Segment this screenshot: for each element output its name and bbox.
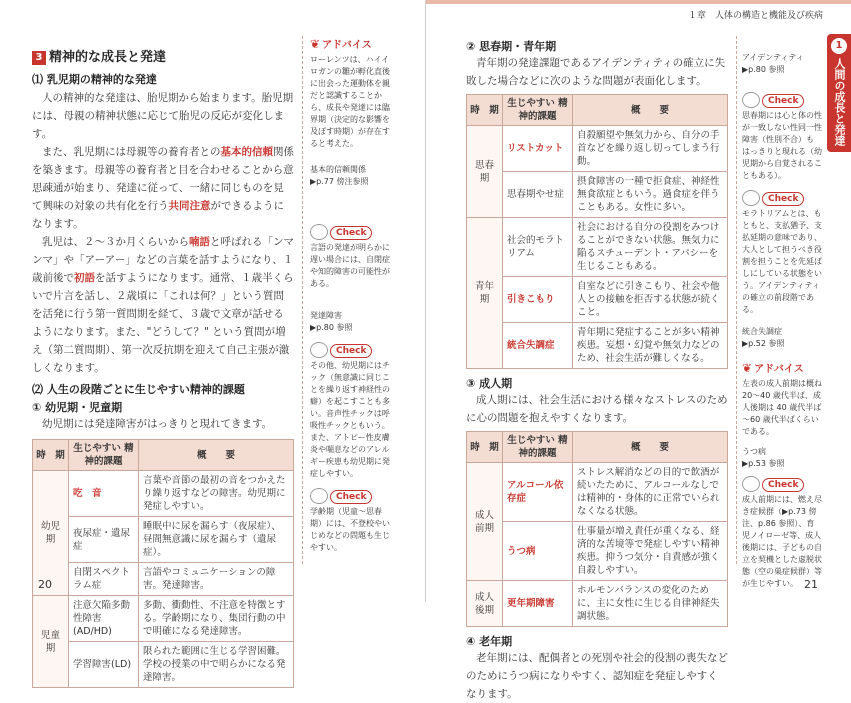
table-header: 時 期 bbox=[33, 440, 69, 471]
face-icon bbox=[310, 488, 328, 504]
check-box: Check bbox=[310, 224, 390, 240]
face-icon bbox=[742, 190, 760, 206]
data-table bbox=[32, 439, 294, 688]
table-header: 生じやすい 精神的課題 bbox=[503, 432, 573, 463]
paragraph: 成人期には、社会生活における様々なストレスのために心の問題を抱えやすくなります。 bbox=[466, 394, 728, 424]
side-note: 学齢期（児童～思春期）には、不登校やいじめなどの問題も生じやすい。 bbox=[310, 507, 390, 552]
face-icon bbox=[310, 342, 328, 358]
check-box: Check bbox=[742, 190, 822, 206]
table-row bbox=[467, 323, 728, 369]
right-side-column bbox=[742, 52, 822, 590]
side-note: 左表の成人前期は概ね 20～40 歳代半ば、成人後期は 40 歳代半ば～60 歳代半ばくらいである。 bbox=[742, 379, 822, 436]
left-page bbox=[0, 0, 425, 683]
table-row bbox=[467, 581, 728, 627]
chapter-tab bbox=[827, 34, 851, 152]
task-cell: 統合失調症 bbox=[503, 323, 573, 369]
table-row bbox=[467, 463, 728, 522]
subsection-title: ④ 老年期 bbox=[466, 635, 513, 648]
subsection-title: ③ 成人期 bbox=[466, 377, 513, 390]
check-box: Check bbox=[310, 488, 390, 504]
side-ref-page: ▶p.52 参照 bbox=[742, 339, 785, 348]
table-row bbox=[467, 172, 728, 218]
side-ref: 統合失調症 bbox=[742, 327, 782, 336]
table-row bbox=[467, 126, 728, 172]
task-cell: 引きこもり bbox=[503, 277, 573, 323]
section-number: 3 bbox=[32, 51, 46, 65]
data-table bbox=[466, 431, 728, 627]
task-cell: 夜尿症・遺尿症 bbox=[69, 517, 139, 563]
advice-box: ❦ アドバイス bbox=[742, 361, 804, 375]
table-row bbox=[33, 642, 294, 688]
description-cell: 言葉や音節の最初の音をつかえたり繰り返すなどの障害。幼児期に発症しやすい。 bbox=[139, 471, 294, 517]
data-table bbox=[466, 94, 728, 369]
paragraph: 青年期の発達課題であるアイデンティティの確立に失敗した場合などに次のような問題が表面化します。 bbox=[466, 57, 726, 87]
side-ref-page: ▶p.53 参照 bbox=[742, 459, 785, 468]
column-divider bbox=[302, 36, 303, 564]
table-header: 時 期 bbox=[467, 432, 503, 463]
subsection-title: ② 思春期・青年期 bbox=[466, 40, 557, 53]
right-main-column bbox=[466, 38, 728, 703]
subsection-title: ① 幼児期・児童期 bbox=[32, 401, 123, 414]
table-header: 概 要 bbox=[573, 432, 728, 463]
period-cell: 児童期 bbox=[33, 596, 69, 688]
side-ref: 基本的信頼関係 bbox=[310, 165, 366, 174]
left-main-column bbox=[32, 46, 294, 688]
table-row bbox=[467, 277, 728, 323]
description-cell: 限られた範囲に生じる学習困難。学校の授業の中で明らかになる発達障害。 bbox=[139, 642, 294, 688]
chapter-title: 人間の成長と発達 bbox=[833, 58, 846, 146]
period-cell: 青年期 bbox=[467, 218, 503, 369]
table-row bbox=[33, 563, 294, 596]
side-ref: アイデンティティ bbox=[742, 53, 804, 62]
task-cell: 注意欠陥多動性障害(AD/HD) bbox=[69, 596, 139, 642]
table-row bbox=[467, 218, 728, 277]
section-title-text: 精神的な成長と発達 bbox=[49, 50, 167, 65]
table-header: 概 要 bbox=[139, 440, 294, 471]
side-note: 思春期には心と体の性が一致しない性同一性障害（性別不合）も はっきりと現れる（幼児期から自覚されることもある）。 bbox=[742, 111, 822, 180]
table-row bbox=[33, 471, 294, 517]
paragraph: 老年期には、配偶者との死別や社会的役割の喪失などのためにうつ病になりやすく、認知症を発症しやすくなります。 bbox=[466, 652, 728, 700]
check-box: Check bbox=[742, 92, 822, 108]
side-ref-page: ▶p.80 参照 bbox=[742, 65, 785, 74]
description-cell: ホルモンバランスの変化のために、主に女性に生じる自律神経失調状態。 bbox=[573, 581, 728, 627]
leaf-icon: ❦ bbox=[310, 37, 321, 51]
period-cell: 成人後期 bbox=[467, 581, 503, 627]
task-cell: 学習障害(LD) bbox=[69, 642, 139, 688]
side-ref: うつ病 bbox=[742, 447, 766, 456]
task-cell: 更年期障害 bbox=[503, 581, 573, 627]
description-cell: ストレス解消などの目的で飲酒が続いたために、アルコールなしでは精神的・身体的に正常でいられなくなる状態。 bbox=[573, 463, 728, 522]
side-note: その他、幼児期にはチック（無意識に同じことを繰り返す神経性の癖）を起こすことも多い。音声性チックは呼吸性チックともいう。また、アトピー性皮膚炎や喘息などのアレルギー疾患も幼児期に発症しやすい。 bbox=[310, 361, 390, 478]
task-cell: 思春期やせ症 bbox=[503, 172, 573, 218]
description-cell: 社会における自分の役割をみつけることができない状態。無気力に陥るスチューデント・アパシーを生じることもある。 bbox=[573, 218, 728, 277]
left-body-text bbox=[32, 89, 294, 377]
task-cell: アルコール依存症 bbox=[503, 463, 573, 522]
left-side-column bbox=[310, 38, 390, 554]
table-header: 生じやすい 精神的課題 bbox=[69, 440, 139, 471]
task-cell: リストカット bbox=[503, 126, 573, 172]
subsection-title: ⑴ 乳児期の精神的な発達 bbox=[32, 73, 157, 86]
face-icon bbox=[742, 92, 760, 108]
table-header: 時 期 bbox=[467, 95, 503, 126]
table-row bbox=[33, 517, 294, 563]
face-icon bbox=[742, 476, 760, 492]
description-cell: 自室などに引きこもり、社会や他人との接触を拒否する状態が続くこと。 bbox=[573, 277, 728, 323]
leaf-icon: ❦ bbox=[742, 361, 753, 375]
subsection-title: ⑵ 人生の段階ごとに生じやすい精神的課題 bbox=[32, 383, 245, 396]
side-note: モラトリアムとは、もともと、支払猶予、支払延期の意味であり、大人として担うべき役割を担うことを先延ばしにしている状態をいう。アイデンティティの確立の前段階である。 bbox=[742, 209, 822, 314]
description-cell: 多動、衝動性、不注意を特徴とする。学齢期になり、集団行動の中で明確になる発達障害。 bbox=[139, 596, 294, 642]
task-cell: うつ病 bbox=[503, 522, 573, 581]
side-note: 成人前期には、燃え尽き症候群（▶p.73 傍注、p.86 参照）、育児ノイローゼ等、成人後期には、子どもの自立を契機とした虚脱状態（空の巣症候群）等が生じやすい。 bbox=[742, 495, 822, 588]
table-header: 生じやすい 精神的課題 bbox=[503, 95, 573, 126]
header-bar bbox=[426, 0, 851, 21]
running-header: １章 人体の構造と機能及び疾病 bbox=[687, 11, 823, 21]
period-cell: 幼児期 bbox=[33, 471, 69, 596]
paragraph: 人の精神的な発達は、胎児期から始まります。胎児期には、母親の精神状態に応じて胎児の反応が変化します。 bbox=[32, 92, 294, 140]
paragraph: 幼児期には発達障害がはっきりと現れてきます。 bbox=[42, 418, 273, 430]
description-cell: 自殺願望や無気力から、自分の手首などを繰り返し切ってしまう行動。 bbox=[573, 126, 728, 172]
right-page bbox=[425, 0, 850, 700]
description-cell: 摂食障害の一種で拒食症、神経性無食欲症ともいう。過食症を伴うこともある。女性に多い。 bbox=[573, 172, 728, 218]
advice-box: ❦ アドバイス bbox=[310, 37, 372, 51]
side-ref-page: ▶p.77 傍注参照 bbox=[310, 177, 369, 186]
description-cell: 青年期に発症することが多い精神疾患。妄想・幻覚や無気力などのため、社会生活が難しくなる。 bbox=[573, 323, 728, 369]
paragraph: 乳児は、２～３か月くらいから喃語と呼ばれる「ンマンマ」や「アーアー」などの言葉を話すようになり、１歳前後で初語を話すようになります。通常、１歳半くらいで片言を話し、２歳頃に「これは何？」という質問を活発に行う第一質問期を経て、３歳で文章が話せるようになります。また、"どうして？" という質問が増え（第二質問期）、第一次反抗期を迎えて自己主張が激しくなります。 bbox=[32, 236, 294, 374]
description-cell: 睡眠中に尿を漏らす（夜尿症）、昼間無意識に尿を漏らす（遺尿症）。 bbox=[139, 517, 294, 563]
face-icon bbox=[310, 224, 328, 240]
table-row bbox=[33, 596, 294, 642]
check-box: Check bbox=[742, 476, 822, 492]
side-ref-page: ▶p.80 参照 bbox=[310, 323, 353, 332]
column-divider bbox=[736, 36, 737, 564]
side-ref: 発達障害 bbox=[310, 311, 342, 320]
description-cell: 言語やコミュニケーションの障害。発達障害。 bbox=[139, 563, 294, 596]
task-cell: 社会的モラトリアム bbox=[503, 218, 573, 277]
side-note: 言語の発達が明らかに遅い場合には、自閉症や知的障害の可能性がある。 bbox=[310, 243, 390, 288]
period-cell: 成人前期 bbox=[467, 463, 503, 581]
task-cell: 吃 音 bbox=[69, 471, 139, 517]
page-number: 20 bbox=[38, 578, 52, 591]
task-cell: 自閉スペクトラム症 bbox=[69, 563, 139, 596]
paragraph: また、乳児期には母親等の養育者との基本的信頼関係を築きます。母親等の養育者と目を合わせることから意思疎通が始まり、発達に従って、一緒に同じものを見て興味の対象の共有化を行う共同注意ができるようになります。 bbox=[32, 146, 294, 230]
table-row bbox=[467, 522, 728, 581]
chapter-number: 1 bbox=[831, 38, 847, 54]
section-title bbox=[32, 46, 294, 65]
page-number: 21 bbox=[804, 578, 818, 591]
table-header: 概 要 bbox=[573, 95, 728, 126]
description-cell: 仕事量が増え責任が重くなる、経済的な苦境等で発症しやすい精神疾患。抑うつ気分・自責感が強く自殺しやすい。 bbox=[573, 522, 728, 581]
period-cell: 思春期 bbox=[467, 126, 503, 218]
check-box: Check bbox=[310, 342, 390, 358]
side-note: ローレンツは、ハイイロガンの雛が孵化直後に出会った運動体を親だと認識することから、成長や発達には臨界期（決定的な影響を及ぼす時期）が存在すると考えた。 bbox=[310, 55, 390, 148]
